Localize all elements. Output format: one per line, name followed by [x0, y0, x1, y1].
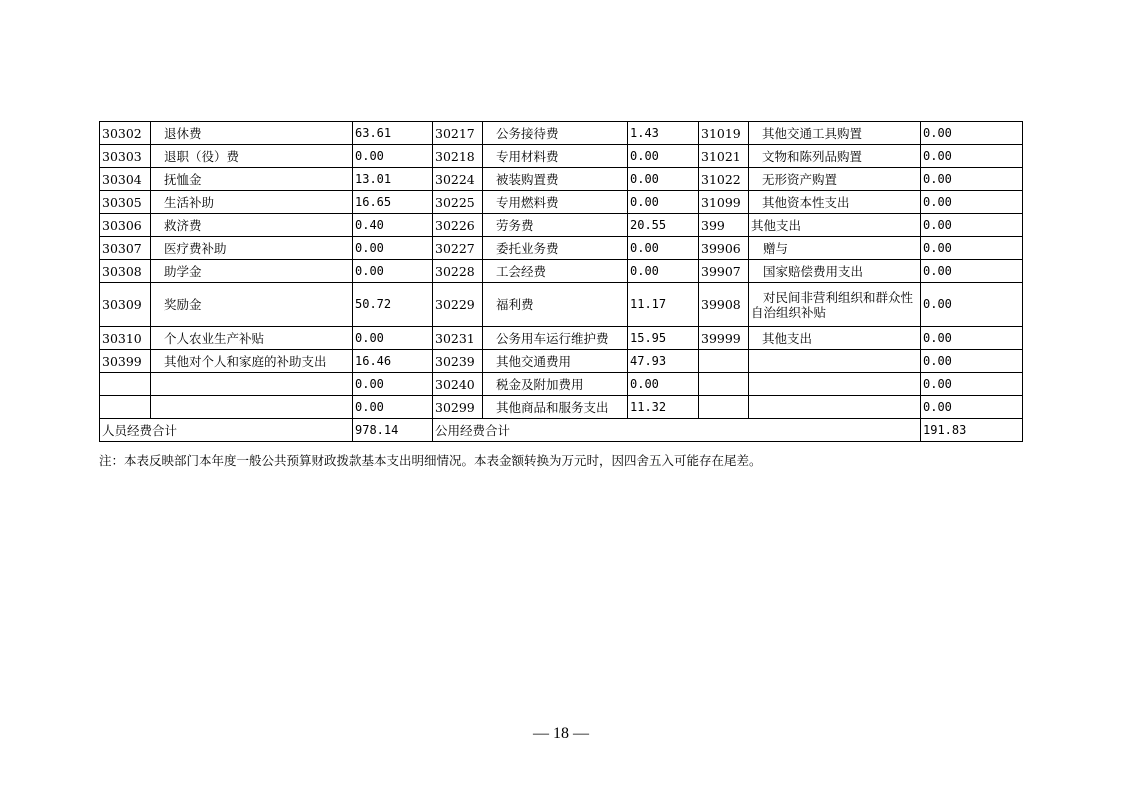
subject-name — [151, 373, 353, 396]
amount: 0.40 — [353, 214, 433, 237]
subject-name — [749, 283, 921, 327]
subject-name: 其他对个人和家庭的补助支出 — [151, 350, 353, 373]
subject-name: 税金及附加费用 — [483, 373, 628, 396]
amount: 0.00 — [628, 373, 699, 396]
subject-code: 30307 — [100, 237, 151, 260]
amount: 16.65 — [353, 191, 433, 214]
amount: 0.00 — [921, 373, 1023, 396]
amount: 0.00 — [921, 145, 1023, 168]
subject-name — [749, 373, 921, 396]
subject-code: 31099 — [699, 191, 749, 214]
subject-code: 31019 — [699, 122, 749, 145]
subject-name — [749, 396, 921, 419]
table-note: 注：本表反映部门本年度一般公共预算财政拨款基本支出明细情况。本表金额转换为万元时，因四舍五入可能存在尾差。 — [99, 453, 762, 468]
subject-name: 其他资本性支出 — [749, 191, 921, 214]
table-row — [100, 350, 1023, 373]
subject-code: 30308 — [100, 260, 151, 283]
amount: 11.32 — [628, 396, 699, 419]
subject-name: 退职（役）费 — [151, 145, 353, 168]
amount: 15.95 — [628, 327, 699, 350]
subject-name: 其他商品和服务支出 — [483, 396, 628, 419]
budget-detail-table — [99, 121, 1023, 442]
table-row — [100, 168, 1023, 191]
subject-code: 30302 — [100, 122, 151, 145]
amount: 20.55 — [628, 214, 699, 237]
amount: 0.00 — [921, 283, 1023, 327]
subject-code: 39907 — [699, 260, 749, 283]
amount: 13.01 — [353, 168, 433, 191]
subject-name: 劳务费 — [483, 214, 628, 237]
amount: 0.00 — [353, 396, 433, 419]
table-row — [100, 283, 1023, 327]
subject-code — [699, 350, 749, 373]
subject-name: 福利费 — [483, 283, 628, 327]
amount: 0.00 — [921, 396, 1023, 419]
subject-name-text: 对民间非营利组织和群众性自治组织补贴 — [751, 289, 914, 320]
subject-name: 个人农业生产补贴 — [151, 327, 353, 350]
subject-code: 31022 — [699, 168, 749, 191]
subject-name — [749, 350, 921, 373]
subject-code: 31021 — [699, 145, 749, 168]
personnel-total-label: 人员经费合计 — [100, 419, 353, 442]
subject-name: 专用燃料费 — [483, 191, 628, 214]
amount: 16.46 — [353, 350, 433, 373]
subject-code: 399 — [699, 214, 749, 237]
subject-code — [699, 373, 749, 396]
subject-code: 30305 — [100, 191, 151, 214]
subject-code: 30228 — [433, 260, 483, 283]
subject-name: 专用材料费 — [483, 145, 628, 168]
subject-name: 被装购置费 — [483, 168, 628, 191]
amount: 47.93 — [628, 350, 699, 373]
subject-name: 其他交通费用 — [483, 350, 628, 373]
subject-name: 公务用车运行维护费 — [483, 327, 628, 350]
table-row — [100, 191, 1023, 214]
subject-name: 无形资产购置 — [749, 168, 921, 191]
subject-name: 抚恤金 — [151, 168, 353, 191]
amount: 0.00 — [628, 168, 699, 191]
amount: 0.00 — [921, 168, 1023, 191]
subject-name: 退休费 — [151, 122, 353, 145]
amount: 0.00 — [353, 145, 433, 168]
public-total-value: 191.83 — [921, 419, 1023, 442]
subject-code: 30303 — [100, 145, 151, 168]
subject-code: 39906 — [699, 237, 749, 260]
subject-name: 文物和陈列品购置 — [749, 145, 921, 168]
subject-name: 其他支出 — [749, 214, 921, 237]
subject-name: 医疗费补助 — [151, 237, 353, 260]
amount: 0.00 — [353, 373, 433, 396]
subject-name: 助学金 — [151, 260, 353, 283]
amount: 11.17 — [628, 283, 699, 327]
amount: 0.00 — [353, 237, 433, 260]
amount: 63.61 — [353, 122, 433, 145]
subject-code — [699, 396, 749, 419]
table-row — [100, 260, 1023, 283]
amount: 0.00 — [921, 191, 1023, 214]
amount: 0.00 — [628, 260, 699, 283]
subject-name: 其他支出 — [749, 327, 921, 350]
subject-code: 30226 — [433, 214, 483, 237]
subject-code: 30239 — [433, 350, 483, 373]
subject-code — [100, 373, 151, 396]
subject-name: 生活补助 — [151, 191, 353, 214]
amount: 0.00 — [628, 145, 699, 168]
table-row — [100, 396, 1023, 419]
subject-name: 委托业务费 — [483, 237, 628, 260]
subject-code: 30225 — [433, 191, 483, 214]
table-row — [100, 327, 1023, 350]
subject-code: 30306 — [100, 214, 151, 237]
subject-name: 救济费 — [151, 214, 353, 237]
table-row — [100, 373, 1023, 396]
subject-name: 公务接待费 — [483, 122, 628, 145]
subject-code: 39999 — [699, 327, 749, 350]
subject-name — [151, 396, 353, 419]
subject-name: 工会经费 — [483, 260, 628, 283]
public-total-label: 公用经费合计 — [433, 419, 921, 442]
subject-code: 30229 — [433, 283, 483, 327]
amount: 0.00 — [628, 237, 699, 260]
amount: 0.00 — [353, 327, 433, 350]
subject-code: 30299 — [433, 396, 483, 419]
subject-name: 奖励金 — [151, 283, 353, 327]
amount: 0.00 — [921, 350, 1023, 373]
subject-name: 其他交通工具购置 — [749, 122, 921, 145]
amount: 0.00 — [921, 122, 1023, 145]
subject-code — [100, 396, 151, 419]
page-number: — 18 — — [533, 725, 589, 742]
table-row — [100, 237, 1023, 260]
subject-code: 30231 — [433, 327, 483, 350]
table-row — [100, 145, 1023, 168]
amount: 0.00 — [921, 214, 1023, 237]
subject-code: 30240 — [433, 373, 483, 396]
totals-row — [100, 419, 1023, 442]
table-row — [100, 122, 1023, 145]
subject-code: 30217 — [433, 122, 483, 145]
amount: 1.43 — [628, 122, 699, 145]
amount: 0.00 — [353, 260, 433, 283]
amount: 0.00 — [921, 237, 1023, 260]
amount: 0.00 — [921, 327, 1023, 350]
amount: 50.72 — [353, 283, 433, 327]
subject-code: 30304 — [100, 168, 151, 191]
subject-code: 30227 — [433, 237, 483, 260]
amount: 0.00 — [921, 260, 1023, 283]
subject-code: 30310 — [100, 327, 151, 350]
personnel-total-value: 978.14 — [353, 419, 433, 442]
amount: 0.00 — [628, 191, 699, 214]
subject-code: 30224 — [433, 168, 483, 191]
subject-name: 赠与 — [749, 237, 921, 260]
subject-code: 30309 — [100, 283, 151, 327]
subject-code: 30399 — [100, 350, 151, 373]
subject-name: 国家赔偿费用支出 — [749, 260, 921, 283]
subject-code: 39908 — [699, 283, 749, 327]
subject-code: 30218 — [433, 145, 483, 168]
table-row — [100, 214, 1023, 237]
